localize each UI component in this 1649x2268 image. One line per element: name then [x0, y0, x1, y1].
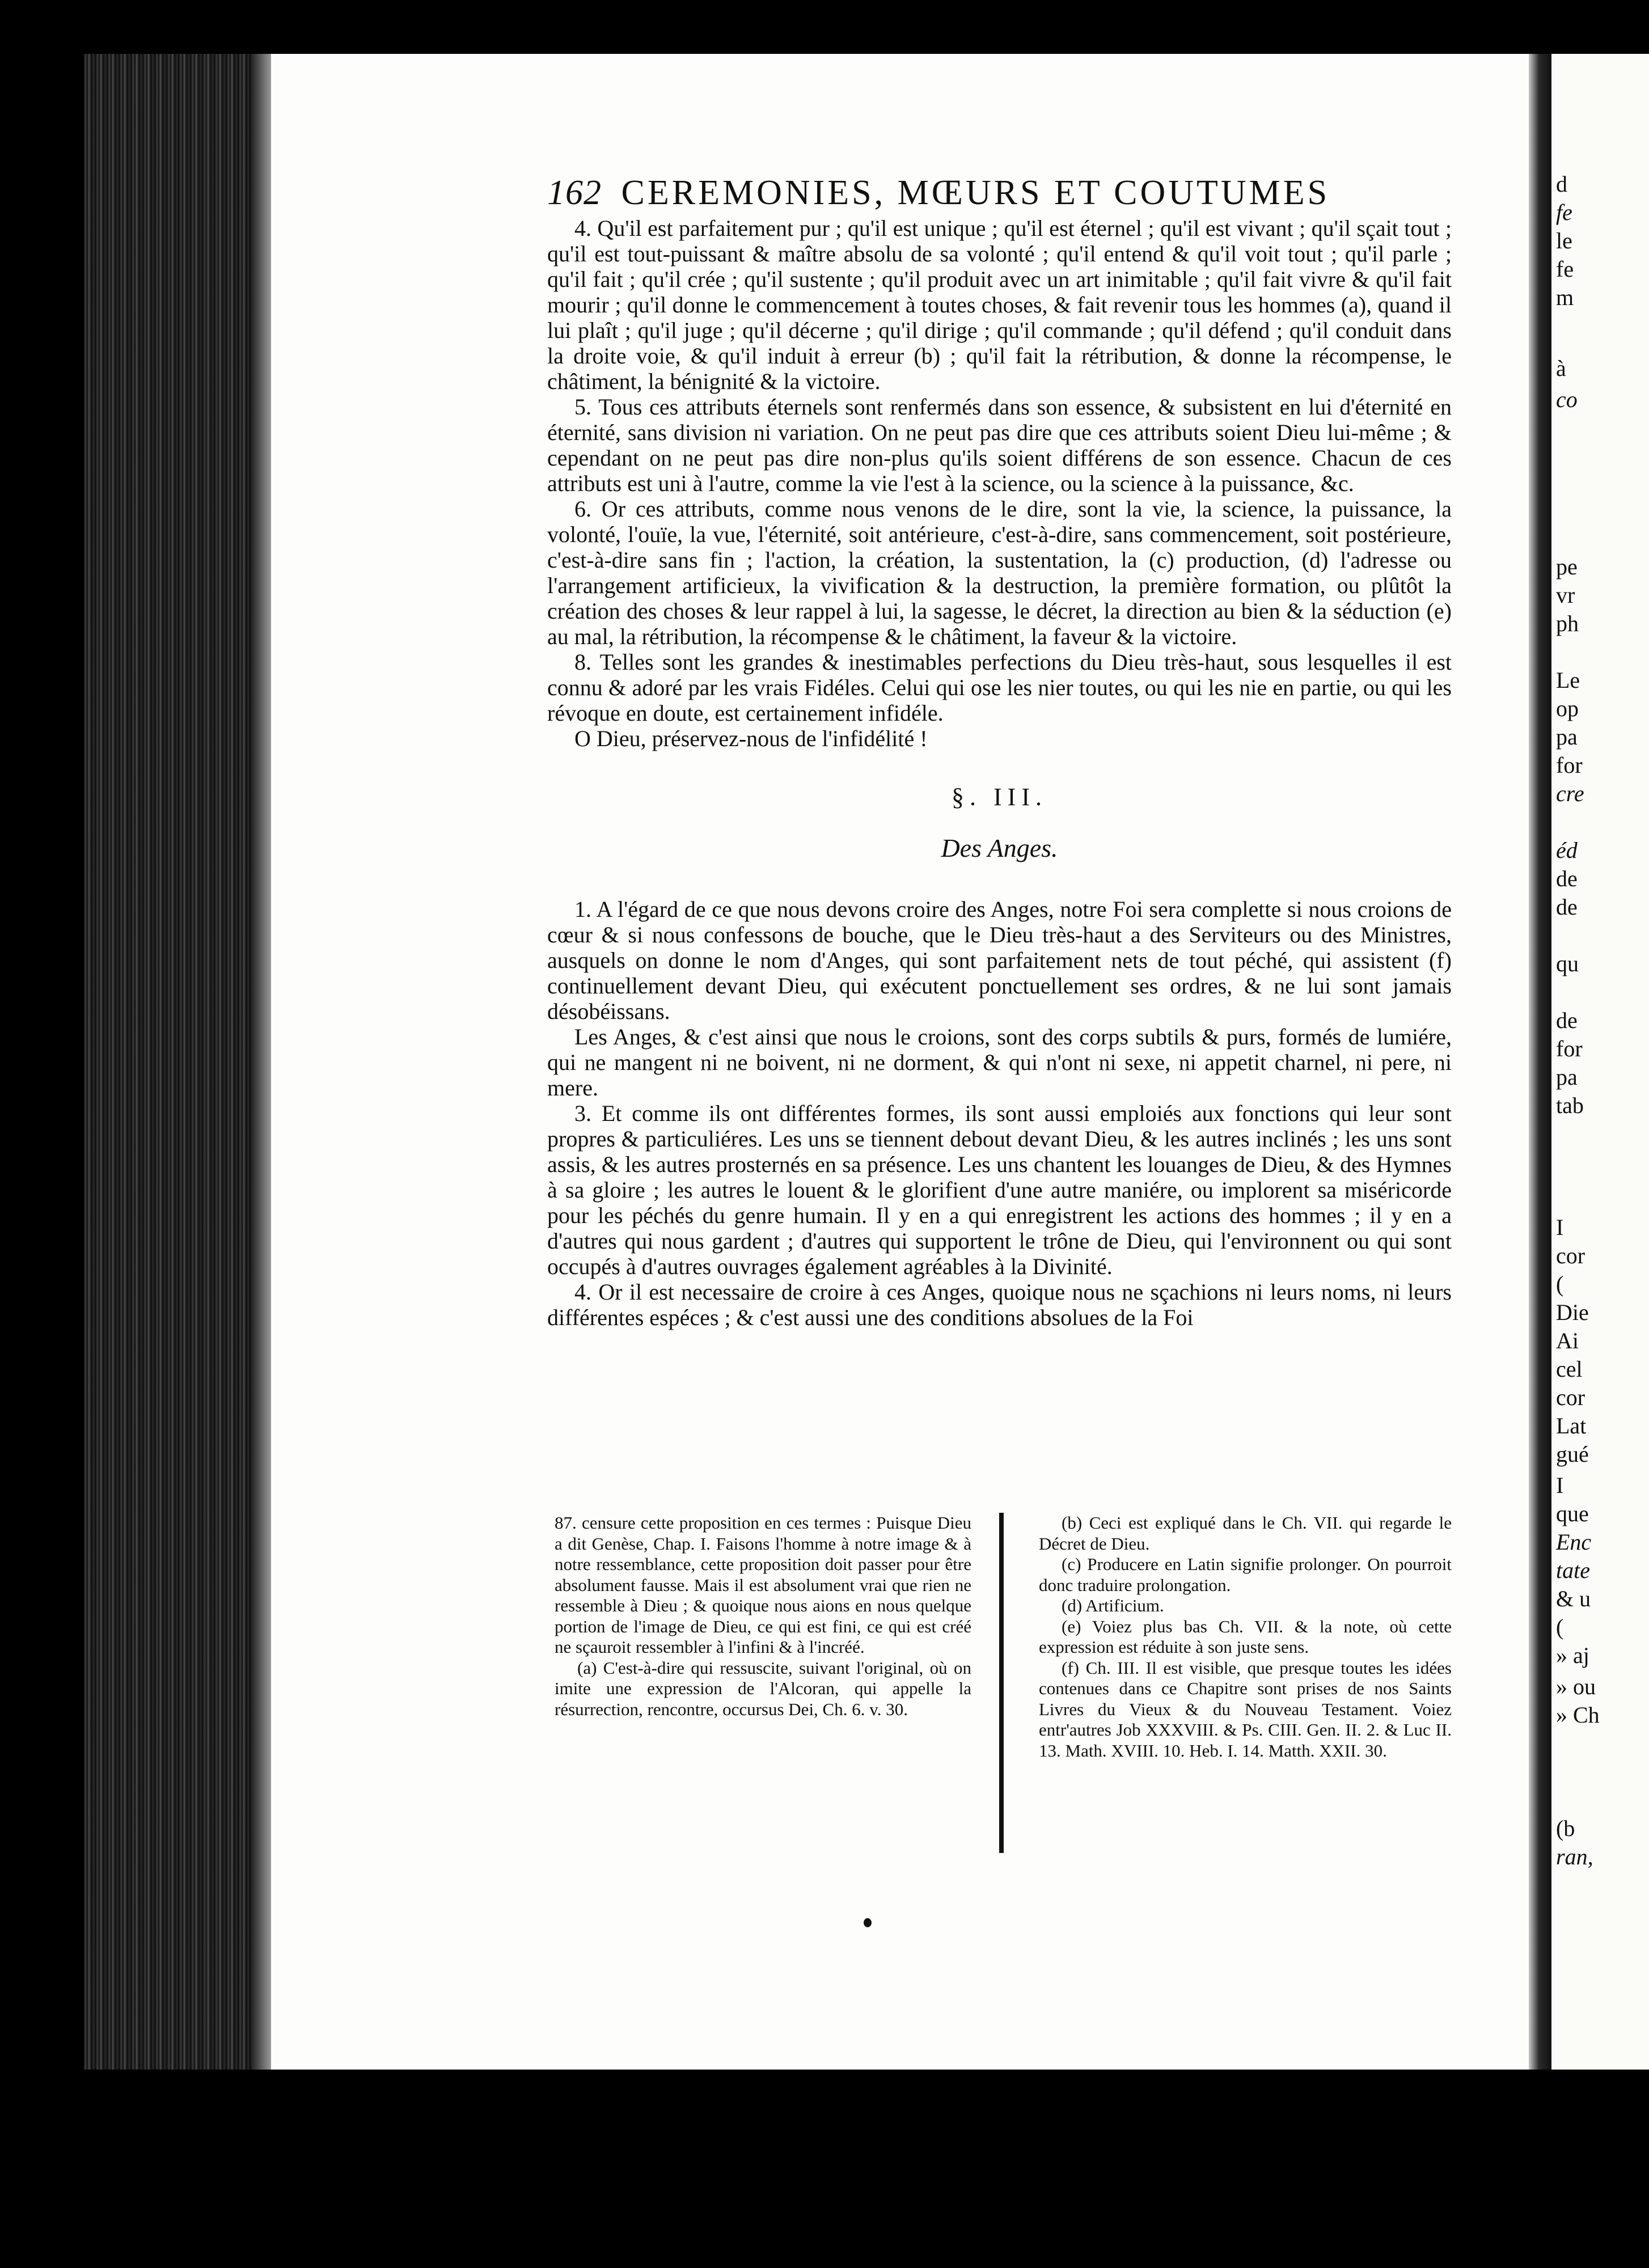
footnotes-left-column [555, 1513, 971, 1720]
angels-paragraph-2: Les Anges, & c'est ainsi que nous le croions, sont des corps subtils & purs, formés de lumiére, qui ne mangent ni ne boivent, ni ne dorment, & qui n'ont ni sexe, ni appetit charnel, ni pere, ni mere. [547, 1024, 1452, 1101]
facing-page-text-fragment: ran, [1556, 1844, 1593, 1869]
page-number: 162 [547, 174, 602, 212]
facing-page-text-fragment: ( [1556, 1614, 1564, 1640]
facing-page-text-fragment: I [1556, 1215, 1564, 1240]
ink-dot [864, 1918, 872, 1927]
facing-page-text-fragment: Ai [1556, 1328, 1579, 1353]
angels-paragraph-3: 3. Et comme ils ont différentes formes, ils sont aussi emploiés aux fonctions qui leur sont propres & particuliéres. Les uns se tiennent debout devant Dieu, & les autres inclinés ; les uns sont assis, & les autres prosternés en sa présence. Les uns chantent les louanges de Dieu, & des Hymnes à sa gloire ; les autres le louent & le glorifient d'une autre maniére, ou implorent sa miséricorde pour les péchés du genre humain. Il y en a qui enregistrent les actions des hommes ; il y en a d'autres qui nous gardent ; d'autres qui supportent le trône de Dieu, qui l'environnent ou qui sont occupés à d'autres ouvrages également agréables à la Divinité. [547, 1101, 1452, 1279]
angels-paragraph-1: 1. A l'égard de ce que nous devons croire des Anges, notre Foi sera complette si nous croions de cœur & si nous confessons de bouche, que le Dieu très-haut a des Serviteurs ou des Ministres, ausquels on donne le nom d'Anges, qui sont parfaitement nets de tout péché, qui assistent (f) continuellement devant Dieu, qui exécutent ponctuellement ses ordres, & ne lui sont jamais désobéissans. [547, 896, 1452, 1024]
facing-page-text-fragment: op [1556, 696, 1579, 721]
paragraph-5: 5. Tous ces attributs éternels sont renfermés dans son essence, & subsistent en lui d'éternité en éternité, sans division ni variation. On ne peut pas dire que ces attributs soient Dieu lui-même ; & cependant on ne peut pas dire non-plus qu'ils soient différens de son essence. Chacun de ces attributs est uni à l'autre, comme la vie l'est à la science, ou la science à la puissance, &c. [547, 394, 1452, 496]
footnote-e: (e) Voiez plus bas Ch. VII. & la note, où cette expression est réduite à son juste sens. [1039, 1616, 1452, 1657]
footnote-b: (b) Ceci est expliqué dans le Ch. VII. qui regarde le Décret de Dieu. [1039, 1513, 1452, 1554]
page-gutter [1529, 54, 1551, 2070]
facing-page-text-fragment: » Ch [1556, 1702, 1600, 1728]
section-number: §. III. [952, 783, 1047, 811]
facing-page-text-fragment: ( [1556, 1271, 1564, 1297]
footnote-f: (f) Ch. III. Il est visible, que presque toutes les idées contenues dans ce Chapitre sont prises de nos Saints Livres du Vieux & du Nouveau Testament. Voiez entr'autres Job XXXVIII. & Ps. CIII. Gen. II. 2. & Luc II. 13. Math. XVIII. 10. Heb. I. 14. Matth. XXII. 30. [1039, 1657, 1452, 1761]
paragraph-8: 8. Telles sont les grandes & inestimables perfections du Dieu très-haut, sous lesquelles il est connu & adoré par les vrais Fidéles. Celui qui ose les nier toutes, ou qui les nie en partie, ou qui les révoque en doute, est certainement infidéle. [547, 649, 1452, 726]
footnote-c: (c) Producere en Latin signifie prolonger. On pourroit donc traduire prolongation. [1039, 1554, 1452, 1595]
facing-page-text-fragment: » ou [1556, 1674, 1596, 1699]
facing-page-text-fragment: co [1556, 387, 1578, 412]
running-header [547, 173, 1395, 213]
section-title: Des Anges. [941, 833, 1058, 862]
facing-page-text-fragment: le [1556, 228, 1572, 253]
footnote-d: (d) Artificium. [1062, 1596, 1164, 1615]
invocation: O Dieu, préservez-nous de l'infidélité ! [574, 726, 928, 751]
facing-page-text-fragment: for [1556, 1036, 1583, 1061]
footnote-a: (a) C'est-à-dire qui ressuscite, suivant l'original, où on imite une expression de l'Alcoran, qui appelle la résurrection, rencontre, occursus Dei, Ch. 6. v. 30. [555, 1657, 971, 1719]
facing-page-text-fragment: cel [1556, 1356, 1583, 1382]
angels-paragraph-4: 4. Or il est necessaire de croire à ces Anges, quoique nous ne sçachions ni leurs noms, ni leurs différentes espéces ; & c'est aussi une des conditions absolues de la Foi [547, 1279, 1452, 1330]
facing-page-text-fragment: Le [1556, 667, 1580, 693]
facing-page-text-fragment: pa [1556, 1064, 1578, 1090]
facing-page-text-fragment: pe [1556, 554, 1578, 579]
facing-page-text-fragment: que [1556, 1501, 1589, 1526]
facing-page-text-fragment: tab [1556, 1093, 1584, 1118]
facing-page-text-fragment: cor [1556, 1243, 1585, 1268]
facing-page-text-fragment: ph [1556, 611, 1579, 636]
facing-page-text-fragment: de [1556, 1008, 1578, 1033]
facing-page-text-fragment: m [1556, 285, 1574, 310]
facing-page-text-fragment: éd [1556, 837, 1578, 863]
facing-page-text-fragment: gué [1556, 1441, 1589, 1467]
facing-page-text-fragment: Die [1556, 1300, 1589, 1325]
facing-page-text-fragment: Lat [1556, 1413, 1587, 1438]
footnotes-right-column [1039, 1513, 1452, 1761]
facing-page-fragment [1551, 54, 1649, 2070]
facing-page-text-fragment: for [1556, 752, 1583, 778]
facing-page-text-fragment: de [1556, 866, 1578, 891]
book-binding-edges [84, 54, 271, 2070]
main-text [547, 215, 1452, 1330]
facing-page-text-fragment: qu [1556, 951, 1579, 976]
facing-page-text-fragment: tate [1556, 1558, 1590, 1583]
paragraph-6: 6. Or ces attributs, comme nous venons de le dire, sont la vie, la science, la puissance, la volonté, l'ouïe, la vue, l'éternité, soit antérieure, c'est-à-dire, sans commencement, soit postérieure, c'est-à-dire sans fin ; l'action, la création, la sustentation, la (c) production, (d) l'adresse ou l'arrangement artificieux, la vivification & la destruction, la première formation, ou plûtôt la création des choses & leur rappel à lui, la sagesse, le décret, la direction au bien & la séduction (e) au mal, la rétribution, la récompense & le châtiment, la faveur & la victoire. [547, 496, 1452, 649]
facing-page-text-fragment: (b [1556, 1816, 1575, 1841]
footnote-column-rule [999, 1513, 1004, 1853]
facing-page-text-fragment: » aj [1556, 1643, 1589, 1668]
facing-page-text-fragment: Enc [1556, 1529, 1592, 1555]
footnote-continuation: 87. censure cette proposition en ces termes : Puisque Dieu a dit Genèse, Chap. I. Faisons l'homme à notre image & à notre ressemblance, cette proposition doit passer pour être absolument fausse. Mais il est absolument vrai que rien ne ressemble à Dieu ; & quoique nous aions en nous quelque portion de l'image de Dieu, ce qui est fini, ce qui est créé ne sçauroit ressembler à l'infini & à l'incréé. [555, 1513, 971, 1657]
paragraph-4: 4. Qu'il est parfaitement pur ; qu'il est unique ; qu'il est éternel ; qu'il est vivant ; qu'il sçait tout ; qu'il est tout-puissant & maître absolu de sa volonté ; qu'il entend & qu'il voit tout ; qu'il parle ; qu'il fait ; qu'il crée ; qu'il sustente ; qu'il produit avec un art inimitable ; qu'il fait vivre & qu'il fait mourir ; qu'il donne le commencement à toutes choses, & fait revenir tous les hommes (a), quand il lui plaît ; qu'il juge ; qu'il décerne ; qu'il dirige ; qu'il commande ; qu'il défend ; qu'il conduit dans la droite voie, & qu'il induit à erreur (b) ; qu'il fait la rétribution, & donne la récompense, le châtiment, la bénignité & la victoire. [547, 215, 1452, 394]
facing-page-text-fragment: cor [1556, 1385, 1585, 1410]
facing-page-text-fragment: fe [1556, 256, 1574, 282]
facing-page-text-fragment: & u [1556, 1586, 1591, 1611]
facing-page-text-fragment: cre [1556, 781, 1584, 806]
running-title: CEREMONIES, MŒURS ET COUTUMES [621, 174, 1330, 212]
facing-page-text-fragment: fe [1556, 200, 1572, 225]
facing-page-text-fragment: pa [1556, 724, 1578, 750]
facing-page-text-fragment: I [1556, 1472, 1564, 1498]
facing-page-text-fragment: vr [1556, 582, 1575, 608]
facing-page-text-fragment: d [1556, 171, 1567, 197]
facing-page-text-fragment: de [1556, 894, 1578, 920]
facing-page-text-fragment: à [1556, 356, 1566, 381]
